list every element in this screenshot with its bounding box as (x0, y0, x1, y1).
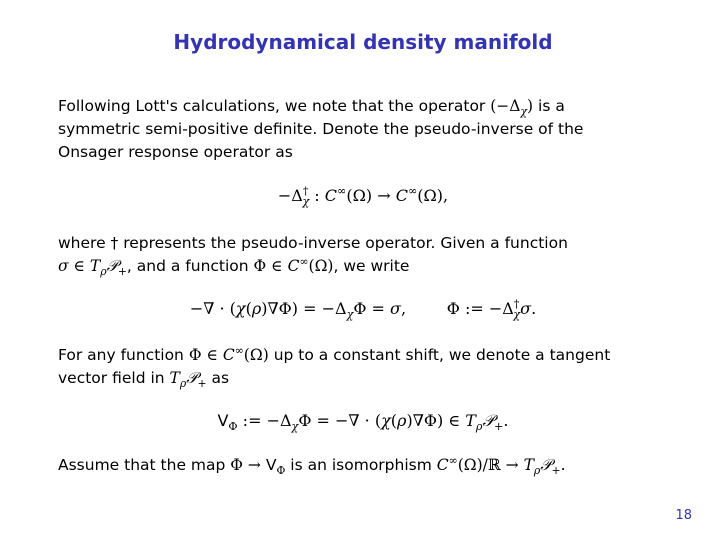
page-number: 18 (675, 508, 692, 523)
paragraph-tangent (58, 344, 678, 390)
paragraph-isomorphism: Assume that the map $\Phi \to V_\Phi$ is an isomorphism C∞(Ω)/ℝ → $T_\rho 𝒫_+$. (58, 453, 566, 478)
equation-pseudo-inverse: $-\Delta^\dagger_\chi$ : C∞(Ω) → C∞(Ω), (277, 184, 449, 209)
intro-line-3: Onsager response operator as (58, 143, 293, 161)
intro-line-1: Following Lott's calculations, we note that the operator $(-\Delta_\chi)$ is a (58, 97, 565, 119)
paragraph-intro (58, 95, 678, 164)
where-line-1: where † represents the pseudo-inverse operator. Given a function (58, 234, 568, 252)
where-line-2: σ ∈ $T_\rho 𝒫_+$, and a function Φ ∈ C∞(Ω), we write (58, 254, 410, 279)
operator-math: $(-\Delta_\chi)$ (490, 97, 534, 119)
tangent-line-2: vector field in $T_\rho 𝒫_+$ as (58, 369, 230, 391)
slide-title: Hydrodynamical density manifold (173, 30, 553, 54)
intro-line-2: symmetric semi-positive definite. Denote the pseudo-inverse of the (58, 120, 584, 138)
paragraph-where (58, 232, 678, 278)
equation-vector-field: $V_\Phi$ := $-\Delta_\chi\Phi$ = −∇ · (χ(ρ)∇Φ) ∈ $T_\rho 𝒫_+$. (217, 411, 509, 434)
equation-poisson: −∇ · $(\chi(\rho)\nabla\Phi) = -\Delta_\chi\Phi = \sigma$, Φ := $-\Delta^\dagger_\chi\sigma$. (189, 297, 537, 322)
tangent-line-1: For any function Φ ∈ C∞(Ω) up to a constant shift, we denote a tangent (58, 343, 611, 364)
